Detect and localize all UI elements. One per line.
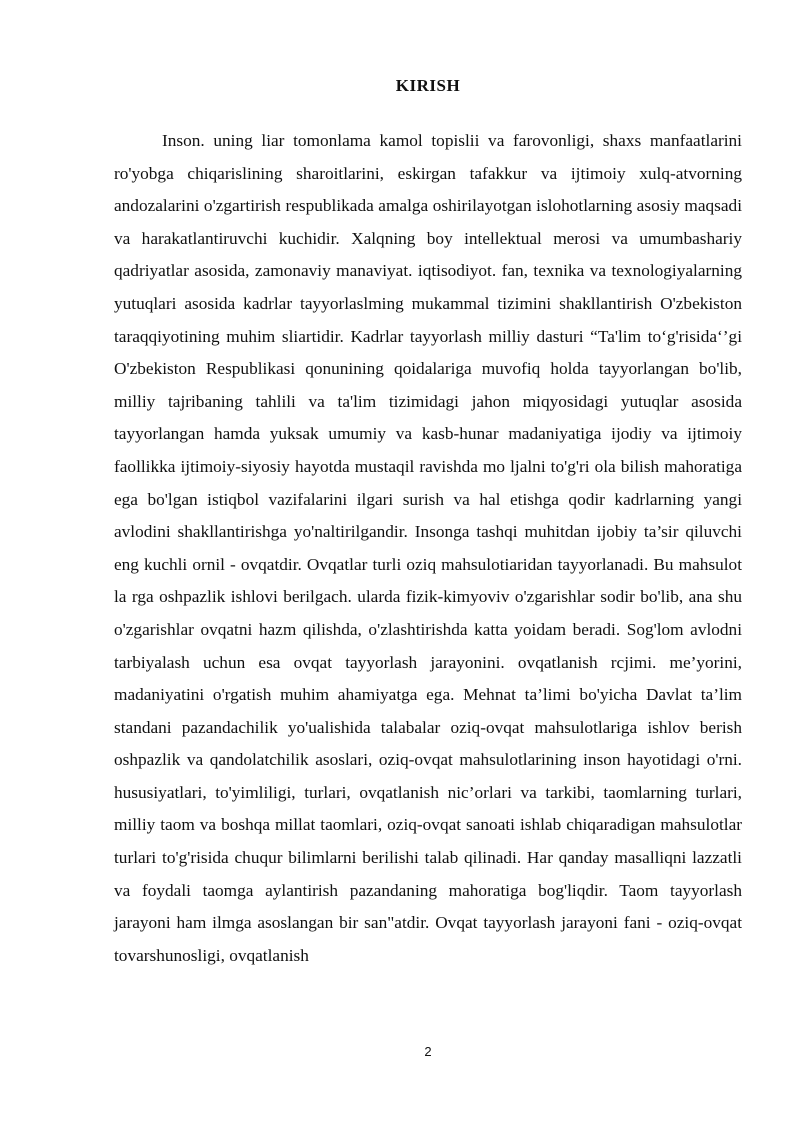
body-paragraph: Inson. uning liar tomonlama kamol topislii va farovonligi, shaxs manfaatlarini ro'yobga chiqarislining sharoitlarini, eskirgan tafakkur va ijtimoiy xulq-atvorning andozalarini o'zgartirish respublikada amalga oshirilayotgan islohotlarning asosiy maqsadi va harakatlantiruvchi kuchidir. Xalqning boy intellektual merosi va umumbashariy qadriyatlar asosida, zamonaviy manaviyat. iqtisodiyot. fan, texnika va texnologiyalarning yutuqlari asosida kadrlar tayyorlaslming mukammal tizimini shakllantirish O'zbekiston taraqqiyotining muhim sliartidir. Kadrlar tayyorlash milliy dasturi “Ta'lim to‘g'risida‘’gi O'zbekiston Respublikasi qonunining qoidalariga muvofiq holda tayyorlangan bo'lib, milliy tajribaning tahlili va ta'lim tizimidagi jahon miqyosidagi yutuqlar asosida tayyorlangan hamda yuksak umumiy va kasb-hunar madaniyatiga ijodiy va ijtimoiy faollikka ijtimoiy-siyosiy hayotda mustaqil ravishda mo ljalni to'g'ri ola bilish mahoratiga ega bo'lgan istiqbol vazifalarini ilgari surish va hal etishga qodir kadrlarning yangi avlodini shakllantirishga yo'naltirilgandir. Insonga tashqi muhitdan ijobiy ta’sir qiluvchi eng kuchli ornil - ovqatdir. Ovqatlar turli oziq mahsulotiaridan tayyorlanadi. Bu mahsulot la rga oshpazlik ishlovi berilgach. ularda fizik-kimyoviv o'zgarishlar sodir bo'lib, ana shu o'zgarishlar ovqatni hazm qilishda, o'zlashtirishda katta yoidam beradi. Sog'lom avlodni tarbiyalash uchun esa ovqat tayyorlash jarayonini. ovqatlanish rcjimi. me’yorini, madaniyatini o'rgatish muhim ahamiyatga ega. Mehnat ta’limi bo'yicha Davlat ta’lim standani pazandachilik yo'ualishida talabalar oziq-ovqat mahsulotlariga ishlov berish oshpazlik va qandolatchilik asoslari, oziq-ovqat mahsulotlarining inson hayotidagi o'rni. hususiyatlari, to'yimliligi, turlari, ovqatlanish nic’orlari va tarkibi, taomlarning turlari, milliy taom va boshqa millat taomlari, oziq-ovqat sanoati ishlab chiqaradigan mahsulotlar turlari to'g'risida chuqur bilimlarni berilishi talab qilinadi. Har qanday masalliqni lazzatli va foydali taomga aylantirish pazandaning mahoratiga bog'liqdir. Taom tayyorlash jarayoni ham ilmga asoslangan bir san"atdir. Ovqat tayyorlash jarayoni fani - oziq-ovqat tovarshunosligi, ovqatlanish — [114, 131, 742, 965]
section-title: KIRISH — [395, 76, 461, 95]
page-number: 2 — [424, 1044, 432, 1059]
